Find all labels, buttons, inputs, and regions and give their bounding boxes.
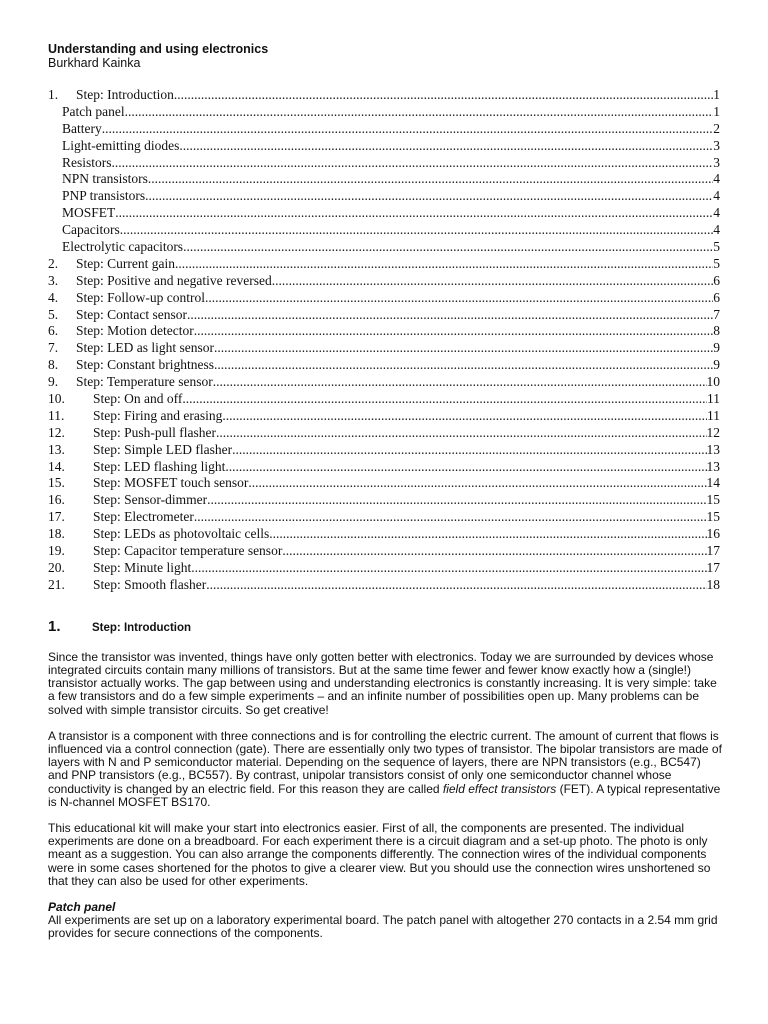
toc-label: Electrolytic capacitors xyxy=(62,239,184,255)
toc-number: 9. xyxy=(48,374,59,390)
toc-entry[interactable] xyxy=(48,273,720,290)
toc-page-number: 3 xyxy=(713,137,720,153)
toc-leader-dots xyxy=(175,256,713,273)
toc-entry[interactable] xyxy=(48,340,720,357)
toc-leader-dots xyxy=(205,290,713,307)
toc-label: Step: On and off xyxy=(93,391,183,407)
toc-entry[interactable] xyxy=(48,256,720,273)
toc-page-number: 6 xyxy=(713,272,720,288)
toc-entry[interactable] xyxy=(48,408,720,425)
toc-label: Step: Follow-up control xyxy=(76,289,205,305)
toc-leader-dots xyxy=(213,374,707,391)
toc-entry[interactable] xyxy=(48,307,720,324)
paragraph-transistor-emphasis: field effect transistors xyxy=(442,781,557,796)
table-of-contents xyxy=(48,87,720,594)
toc-label: Capacitors xyxy=(62,222,120,238)
toc-number: 12. xyxy=(48,424,65,440)
toc-leader-dots xyxy=(194,509,707,526)
toc-leader-dots xyxy=(248,475,706,492)
toc-number: 16. xyxy=(48,492,65,508)
toc-leader-dots xyxy=(115,205,713,222)
toc-entry[interactable] xyxy=(48,104,720,121)
toc-number: 14. xyxy=(48,458,65,474)
toc-entry[interactable] xyxy=(48,121,720,138)
paragraph-kit: This educational kit will make your start into electronics easier. First of all, the components are presented. The individual experiments are done on a breadboard. For each experiment there is a circuit diagram and a set-up photo. The photo is only meant as a suggestion. You can also arrange the components differently. The connection wires of the individual components were in some cases shortened for the photos to give a clearer view. But you should use the connection wires unshortened so that they can also be used for other experiments. xyxy=(48,820,711,888)
toc-entry[interactable] xyxy=(48,543,720,560)
toc-number: 21. xyxy=(48,576,65,592)
toc-label: Step: Constant brightness xyxy=(76,357,214,373)
toc-number: 11. xyxy=(48,407,65,423)
toc-page-number: 4 xyxy=(713,205,720,221)
toc-entry[interactable] xyxy=(48,171,720,188)
toc-label: Step: Motion detector xyxy=(76,323,194,339)
toc-label: Step: Smooth flasher xyxy=(93,576,207,592)
toc-page-number: 13 xyxy=(706,458,720,474)
section-title: Step: Introduction xyxy=(92,621,192,634)
toc-page-number: 1 xyxy=(713,87,720,102)
toc-page-number: 4 xyxy=(713,171,720,187)
paragraph-intro: Since the transistor was invented, things have only gotten better with electronics. Today we are surrounded by devices whose integrated circuits contain many millions of transistors. But at the same time fewer and fewer know exactly how a (single!) transistor actually works. The gap between using and understanding electronics is constantly increasing. It is very simple: take a few transistors and do a few simple experiments – and an infinite number of possibilities open up. Many problems can be solved with simple transistor circuits. So get creative! xyxy=(48,649,717,717)
toc-entry[interactable] xyxy=(48,475,720,492)
toc-label: Light-emitting diodes xyxy=(62,137,180,153)
toc-leader-dots xyxy=(102,121,714,138)
toc-leader-dots xyxy=(187,307,713,324)
toc-page-number: 1 xyxy=(713,103,720,119)
toc-entry[interactable] xyxy=(48,138,720,155)
toc-label: NPN transistors xyxy=(62,171,148,187)
toc-leader-dots xyxy=(182,391,707,408)
toc-label: Step: Positive and negative reversed xyxy=(76,272,272,288)
toc-leader-dots xyxy=(191,560,706,577)
toc-label: Step: Simple LED flasher xyxy=(93,441,233,457)
toc-leader-dots xyxy=(207,492,706,509)
toc-label: Step: LEDs as photovoltaic cells xyxy=(93,526,270,542)
toc-number: 8. xyxy=(48,357,59,373)
toc-number: 19. xyxy=(48,543,65,559)
toc-entry[interactable] xyxy=(48,526,720,543)
toc-leader-dots xyxy=(120,222,714,239)
toc-leader-dots xyxy=(214,340,713,357)
toc-entry[interactable] xyxy=(48,459,720,476)
toc-leader-dots xyxy=(222,408,707,425)
toc-label: Step: Temperature sensor xyxy=(76,374,213,390)
toc-leader-dots xyxy=(216,425,707,442)
toc-leader-dots xyxy=(145,188,713,205)
toc-label: Battery xyxy=(62,120,102,136)
toc-entry[interactable] xyxy=(48,188,720,205)
toc-label: MOSFET xyxy=(62,205,116,221)
toc-page-number: 4 xyxy=(713,188,720,204)
toc-number: 7. xyxy=(48,340,59,356)
toc-entry[interactable] xyxy=(48,391,720,408)
toc-page-number: 11 xyxy=(707,391,720,407)
toc-number: 2. xyxy=(48,255,59,271)
toc-entry[interactable] xyxy=(48,509,720,526)
toc-leader-dots xyxy=(214,357,713,374)
toc-number: 13. xyxy=(48,441,65,457)
toc-leader-dots xyxy=(183,239,713,256)
toc-number: 5. xyxy=(48,306,59,322)
toc-number: 15. xyxy=(48,475,65,491)
toc-leader-dots xyxy=(232,442,706,459)
section-heading xyxy=(48,618,720,638)
toc-number: 3. xyxy=(48,272,59,288)
toc-leader-dots xyxy=(174,87,713,104)
toc-entry[interactable] xyxy=(48,87,720,104)
toc-page-number: 17 xyxy=(706,543,720,559)
toc-page-number: 16 xyxy=(706,526,720,542)
toc-entry[interactable] xyxy=(48,425,720,442)
toc-entry[interactable] xyxy=(48,560,720,577)
toc-leader-dots xyxy=(206,577,706,594)
toc-label: PNP transistors xyxy=(62,188,146,204)
toc-page-number: 17 xyxy=(706,559,720,575)
toc-page-number: 5 xyxy=(713,255,720,271)
toc-page-number: 10 xyxy=(706,374,720,390)
document-author: Burkhard Kainka xyxy=(48,56,141,70)
toc-leader-dots xyxy=(194,323,714,340)
toc-number: 10. xyxy=(48,391,65,407)
toc-label: Step: Sensor-dimmer xyxy=(93,492,208,508)
toc-entry[interactable] xyxy=(48,323,720,340)
toc-label: Resistors xyxy=(62,154,112,170)
toc-entry[interactable] xyxy=(48,374,720,391)
toc-entry[interactable] xyxy=(48,492,720,509)
toc-page-number: 14 xyxy=(706,475,720,491)
toc-leader-dots xyxy=(225,459,706,476)
toc-entry[interactable] xyxy=(48,222,720,239)
toc-number: 17. xyxy=(48,509,65,525)
toc-label: Step: Contact sensor xyxy=(76,306,187,322)
toc-page-number: 4 xyxy=(713,222,720,238)
toc-page-number: 18 xyxy=(706,576,720,592)
toc-page-number: 15 xyxy=(706,509,720,525)
toc-page-number: 6 xyxy=(713,289,720,305)
toc-leader-dots xyxy=(125,104,714,121)
toc-label: Patch panel xyxy=(62,103,125,119)
toc-page-number: 5 xyxy=(713,239,720,255)
toc-number: 1. xyxy=(48,87,59,102)
toc-label: Step: Electrometer xyxy=(93,509,194,525)
toc-page-number: 15 xyxy=(706,492,720,508)
toc-entry[interactable] xyxy=(48,442,720,459)
toc-page-number: 11 xyxy=(707,407,720,423)
toc-entry[interactable] xyxy=(48,357,720,374)
toc-page-number: 7 xyxy=(713,306,720,322)
toc-number: 6. xyxy=(48,323,59,339)
toc-leader-dots xyxy=(112,155,714,172)
toc-number: 20. xyxy=(48,559,65,575)
toc-page-number: 9 xyxy=(713,340,720,356)
toc-label: Step: LED flashing light xyxy=(93,458,226,474)
toc-page-number: 12 xyxy=(706,424,720,440)
subheading-patch-panel: Patch panel xyxy=(48,899,116,914)
paragraph-patch-panel: All experiments are set up on a laboratory experimental board. The patch panel with altogether 270 contacts in a 2.54 mm grid provides for secure connections of the components. xyxy=(48,913,718,941)
toc-leader-dots xyxy=(272,273,714,290)
section-number: 1. xyxy=(48,617,61,635)
toc-leader-dots xyxy=(282,543,706,560)
toc-label: Step: Introduction xyxy=(76,87,174,102)
toc-leader-dots xyxy=(179,138,713,155)
toc-label: Step: Minute light xyxy=(93,559,192,575)
toc-label: Step: Current gain xyxy=(76,255,175,271)
document-title: Understanding and using electronics xyxy=(48,42,269,56)
toc-entry[interactable] xyxy=(48,577,720,594)
toc-label: Step: LED as light sensor xyxy=(76,340,214,356)
toc-number: 4. xyxy=(48,289,59,305)
toc-entry[interactable] xyxy=(48,239,720,256)
paragraph-transistor xyxy=(48,730,723,809)
toc-entry[interactable] xyxy=(48,205,720,222)
toc-page-number: 13 xyxy=(706,441,720,457)
toc-page-number: 2 xyxy=(713,120,720,136)
paragraph-transistor-text-a: A transistor is a component with three connections and is for controlling the electric current. The amount of current that flows is influenced via a control connection (gate). There are essentially only two types of transistor. The bipolar transistors are made of layers with N and P semiconductor material. Depending on the sequence of layers, there are NPN transistors (e.g., BC547) and PNP transistors (e.g., BC557). By contrast, unipolar transistors consist of only one semiconductor channel whose conductivity is changed by an electric field. For this reason they are called xyxy=(48,728,722,796)
toc-page-number: 8 xyxy=(713,323,720,339)
toc-label: Step: Push-pull flasher xyxy=(93,424,216,440)
toc-page-number: 9 xyxy=(713,357,720,373)
toc-label: Step: Firing and erasing xyxy=(93,407,223,423)
toc-leader-dots xyxy=(269,526,706,543)
toc-entry[interactable] xyxy=(48,290,720,307)
document-page xyxy=(48,42,720,941)
toc-page-number: 3 xyxy=(713,154,720,170)
toc-label: Step: Capacitor temperature sensor xyxy=(93,543,283,559)
toc-leader-dots xyxy=(148,171,713,188)
toc-number: 18. xyxy=(48,526,65,542)
toc-entry[interactable] xyxy=(48,155,720,172)
paragraph-transistor-text-b: (FET). A typical representative is N-channel MOSFET BS170. xyxy=(48,781,721,809)
toc-label: Step: MOSFET touch sensor xyxy=(93,475,249,491)
